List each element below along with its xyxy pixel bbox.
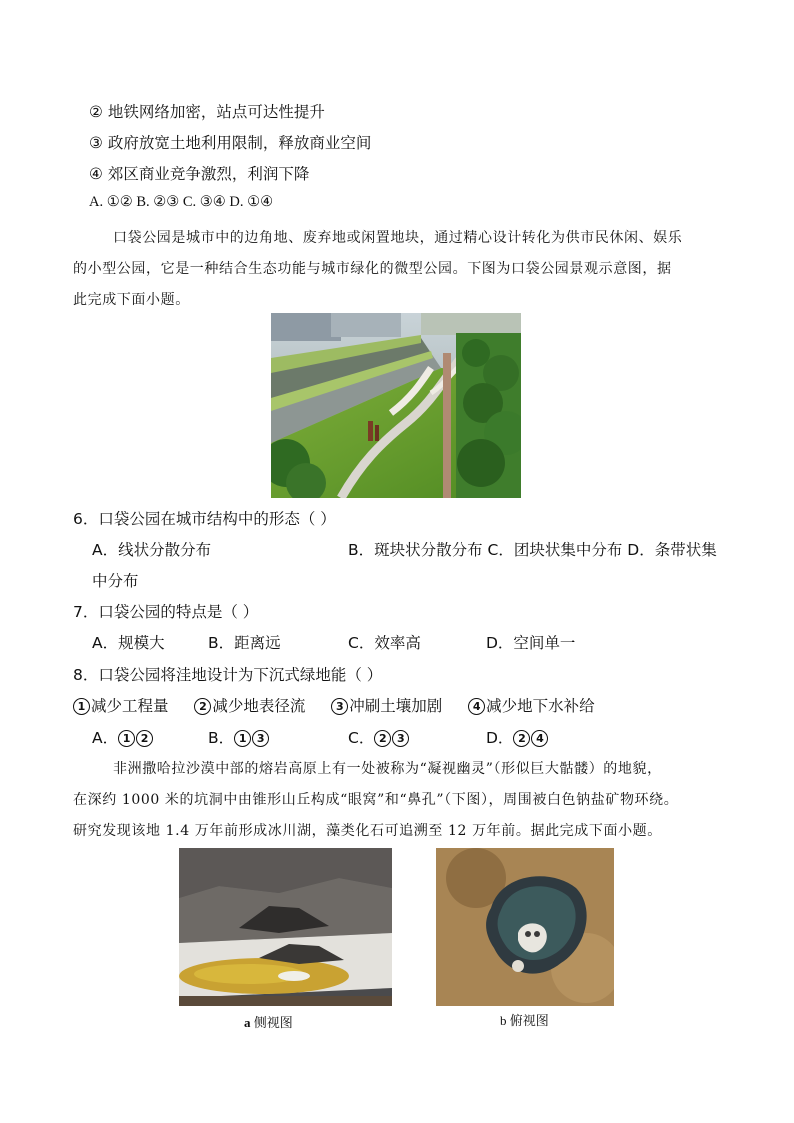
passage2-line3: 研究发现该地 1.4 万年前形成冰川湖，藻类化石可追溯至 12 万年前。据此完成下面小题。	[73, 823, 662, 839]
q6-options-bcd: B．斑块状分散分布 C．团块状集中分布 D．条带状集	[348, 541, 717, 559]
circle-number: 2	[194, 698, 211, 715]
q8-statement-1: 1 减少工程量	[73, 697, 173, 715]
q6-stem: 6．口袋公园在城市结构中的形态（ ）	[73, 510, 336, 528]
q5-answer-choices: A. ①② B. ②③ C. ③④ D. ①④	[89, 194, 274, 210]
q8-option-d: D． 2 4	[486, 726, 549, 748]
passage2-line2: 在深约 1000 米的坑洞中由锥形山丘构成“眼窝”和“鼻孔”（下图），周围被白色钠盐矿物环绕。	[73, 792, 679, 808]
q8-statement-2: 2 减少地表径流	[194, 697, 310, 715]
q8-statement-4: 4 减少地下水补给	[468, 697, 595, 715]
passage1-line2: 的小型公园，它是一种结合生态功能与城市绿化的微型公园。下图为口袋公园景观示意图，据	[73, 261, 672, 277]
circle-number: 3	[331, 698, 348, 715]
passage1-line3: 此完成下面小题。	[73, 292, 190, 308]
q8-option-c: C． 2 3	[348, 726, 410, 748]
q8-statement-3: 3 冲刷土壤加剧	[331, 697, 447, 715]
circle-number: 4	[468, 698, 485, 715]
q8-option-b: B． 1 3	[208, 726, 270, 748]
q5-option-2: ② 地铁网络加密，站点可达性提升	[89, 103, 325, 121]
passage1-line1: 口袋公园是城市中的边角地、废弃地或闲置地块，通过精心设计转化为供市民休闲、娱乐	[113, 230, 683, 246]
q7-option-b: B．距离远	[208, 634, 281, 652]
caption-a-text: 侧视图	[253, 1015, 293, 1030]
circle-number: 1	[73, 698, 90, 715]
q5-option-3: ③ 政府放宽土地利用限制，释放商业空间	[89, 134, 372, 152]
q8-stem: 8．口袋公园将洼地设计为下沉式绿地能（ ）	[73, 666, 383, 684]
caption-side-view	[244, 1012, 293, 1031]
passage2-line1: 非洲撒哈拉沙漠中部的熔岩高原上有一处被称为“凝视幽灵”（形似巨大骷髅）的地貌，	[113, 761, 662, 777]
pocket-park-photo	[271, 313, 521, 498]
caption-a-letter: a	[244, 1015, 251, 1030]
q8-option-a: A． 1 2	[92, 726, 154, 748]
top-view-photo	[436, 848, 614, 1006]
q7-option-a: A．规模大	[92, 634, 165, 652]
side-view-photo	[179, 848, 392, 1006]
caption-b-text: 俯视图	[509, 1013, 549, 1028]
q7-stem: 7．口袋公园的特点是（ ）	[73, 603, 259, 621]
caption-b-letter: b	[500, 1013, 507, 1028]
q5-option-4: ④ 郊区商业竞争激烈，利润下降	[89, 165, 310, 183]
caption-top-view	[500, 1010, 549, 1029]
q7-option-d: D．空间单一	[486, 634, 576, 652]
q6-option-wrap: 中分布	[92, 572, 139, 590]
q8-statements	[73, 694, 595, 716]
q7-option-c: C．效率高	[348, 634, 421, 652]
q6-option-a: A．线状分散分布	[92, 541, 212, 559]
